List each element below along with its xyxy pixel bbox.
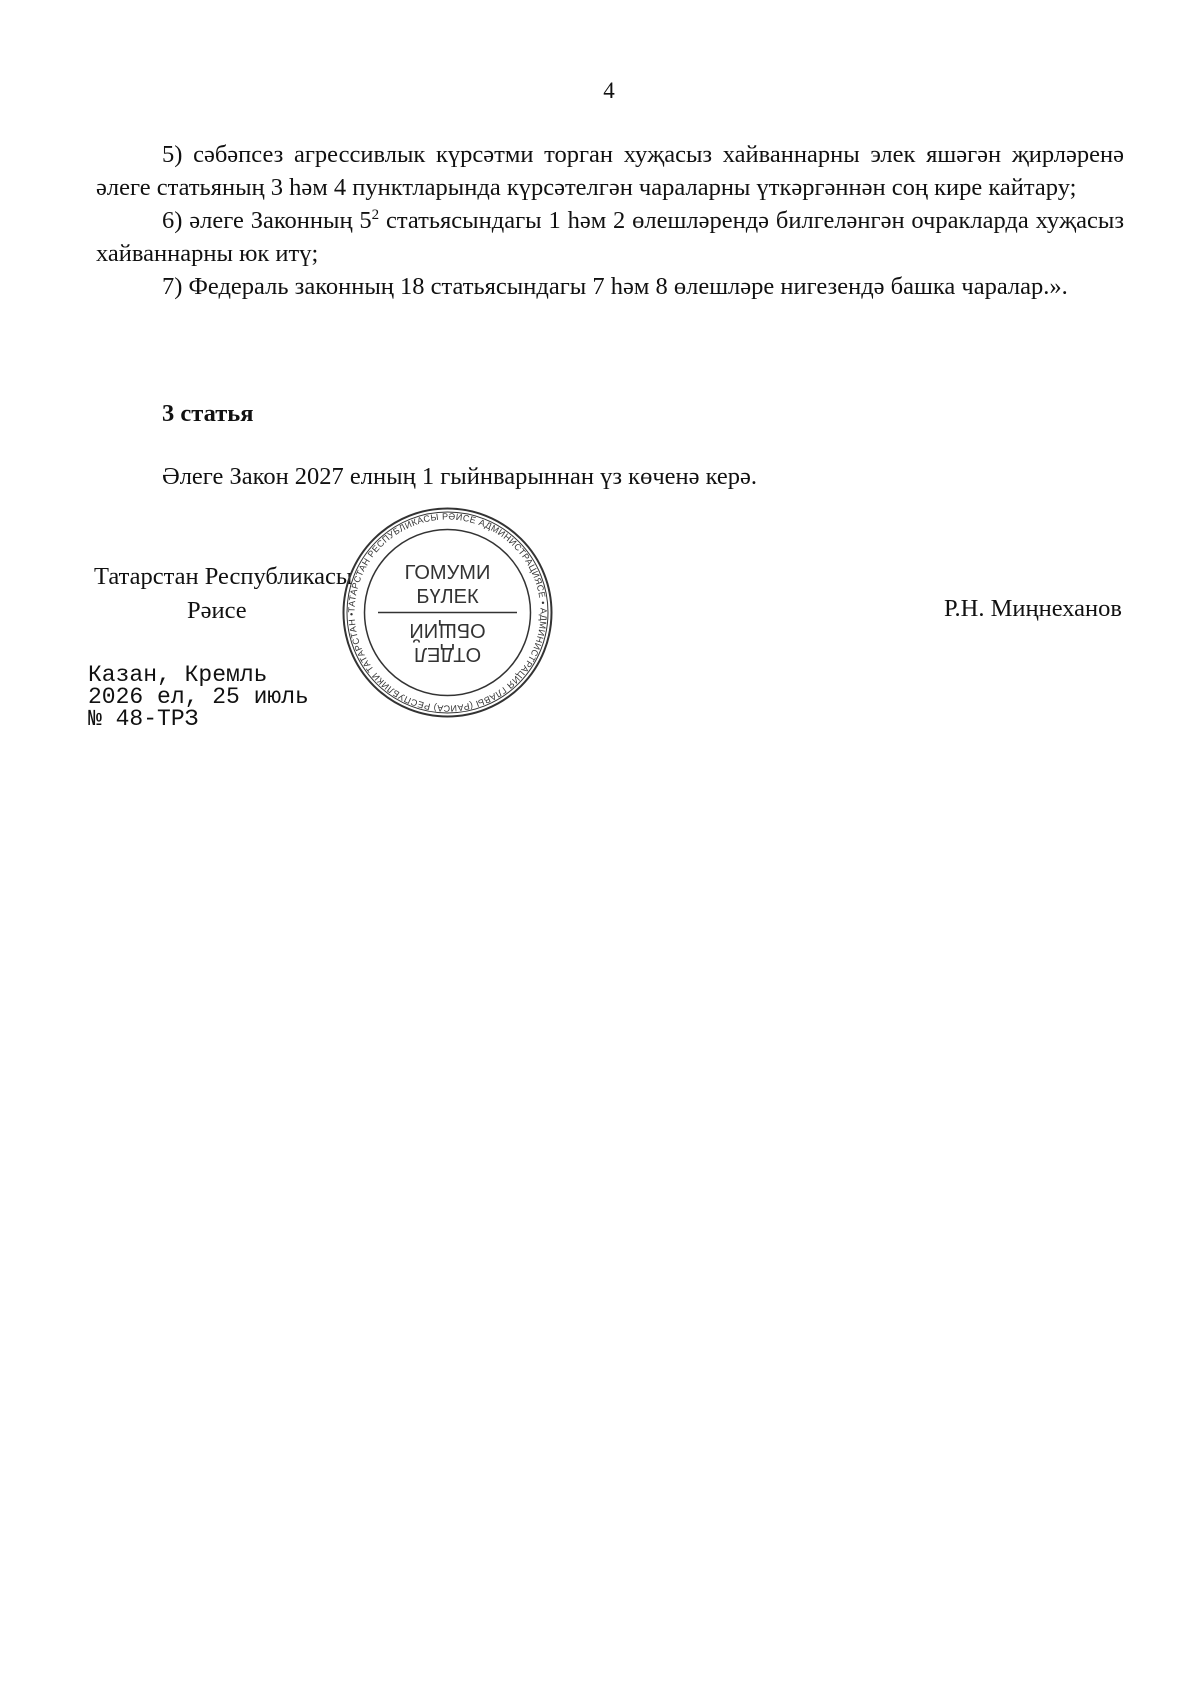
- article-text: Әлеге Закон 2027 елның 1 гыйнварыннан үз көченә керә.: [162, 463, 758, 490]
- seal-top-line1: ГОМУМИ: [404, 562, 491, 584]
- page-number: 4: [603, 78, 615, 103]
- seal-bottom-line2: ОБЩИЙ: [409, 619, 486, 641]
- place-date-number: [88, 664, 309, 730]
- article-heading: 3 статья: [162, 400, 254, 427]
- list-item-7: 7) Федераль законның 18 статьясындагы 7 һәм 8 өлешләре нигезендә башка чаралар.».: [162, 273, 1068, 300]
- list-item-6: [96, 204, 1124, 270]
- place-line: Казан, Кремль: [88, 662, 268, 688]
- list-item-6-text-before: 6) әлеге Законның 5: [162, 207, 372, 234]
- signer-title-line2: Рәисе: [187, 597, 247, 624]
- list-item-6-superscript: 2: [371, 206, 380, 223]
- seal-outer-text: ТАТАРСТАН РЕСПУБЛИКАСЫ РӘИСЕ АДМИНИСТРАЦИЯСЕ • АДМИНИСТРАЦИЯ ГЛАВЫ (РАИСА) РЕСПУБЛИКИ ТАТАРСТАН •: [346, 511, 549, 714]
- signer-title: [94, 560, 352, 628]
- seal-graphic: [340, 505, 555, 720]
- seal-bottom-line1: ОТДЕЛ: [413, 643, 482, 665]
- list-item-6-text-after: статьясындагы 1 һәм 2 өлешләрендә билгеләнгән очракларда хуҗасыз хайваннарны юк итү;: [96, 207, 1124, 267]
- law-number-line: № 48-ТРЗ: [88, 706, 199, 732]
- seal-top-line2: БҮЛЕК: [416, 586, 479, 608]
- signer-title-line1: Татарстан Республикасы: [94, 563, 353, 590]
- official-seal: [340, 505, 555, 720]
- signer-name: Р.Н. Миңнеханов: [943, 595, 1122, 622]
- article-2-list: [96, 138, 1124, 303]
- list-item-5: 5) сәбәпсез агрессивлык күрсәтми торган хуҗасыз хайваннарны элек яшәгән җирләренә әлеге статьяның 3 һәм 4 пунктларында күрсәтелгән чараларны үткәргәннән соң кире кайтару;: [96, 141, 1124, 201]
- date-line: 2026 ел, 25 июль: [88, 684, 309, 710]
